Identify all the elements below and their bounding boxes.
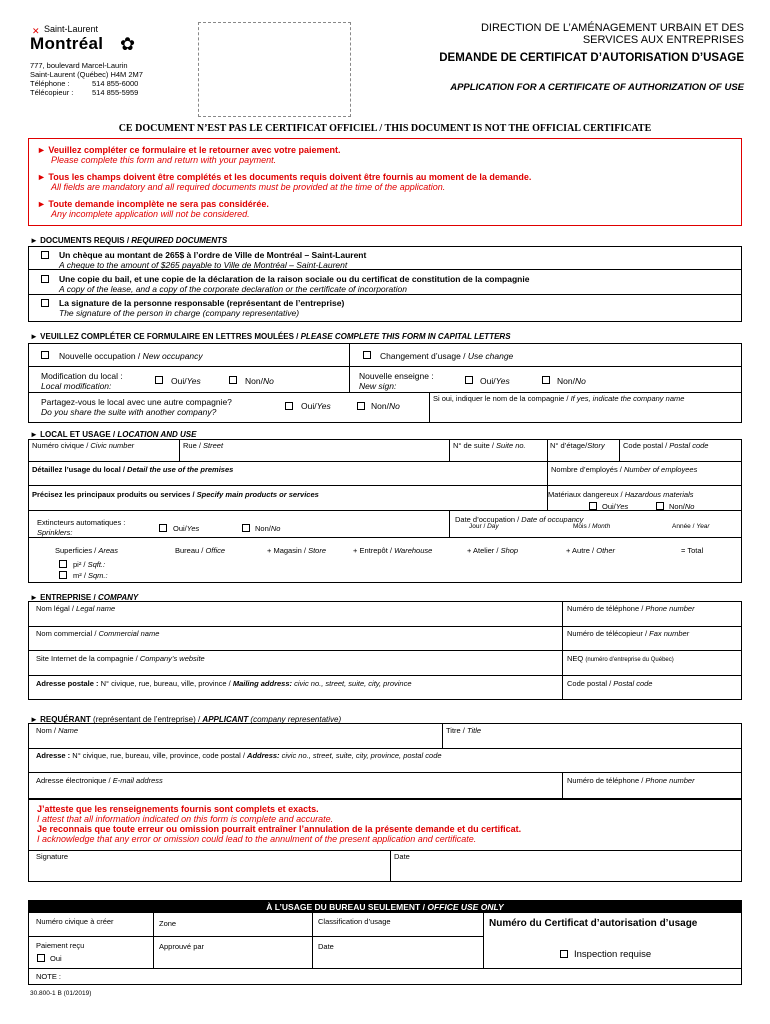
sqft-checkbox[interactable]: [59, 560, 67, 568]
sprinklers-label: Extincteurs automatiques : Sprinklers:: [37, 518, 126, 537]
notice-2-en: All fields are mandatory and all required documents must be provided at the time of the application.: [51, 182, 446, 192]
logo-rose-icon: ✕: [32, 26, 40, 36]
new-sign-yes-checkbox[interactable]: [465, 376, 473, 384]
phone-label: Téléphone :: [30, 79, 70, 88]
attestation-box: [28, 799, 742, 882]
warehouse-area-field[interactable]: + Entrepôt / Warehouse: [353, 546, 433, 555]
office-civic-field[interactable]: Numéro civique à créer: [36, 917, 114, 926]
sqm-label: m² / Sqm.:: [73, 571, 108, 580]
sprinklers-yes-label: Oui/Yes: [173, 524, 200, 533]
applicant-name-field[interactable]: Nom / Name: [36, 726, 79, 735]
notice-1: ► Veuillez compléter ce formulaire et le retourner avec votre paiement. Please complete this form and return with your payment.: [37, 145, 341, 165]
occupancy-month-field[interactable]: Mois / Month: [573, 523, 611, 530]
documents-heading: ► DOCUMENTS REQUIS / REQUIRED DOCUMENTS: [30, 236, 228, 245]
direction-name: [481, 22, 744, 46]
city-logo: [30, 24, 140, 58]
doc-lease-checkbox[interactable]: [41, 275, 49, 283]
office-date-field[interactable]: Date: [318, 942, 334, 951]
notice-3: ► Toute demande incomplète ne sera pas considérée. Any incomplete application will not be considered.: [37, 199, 269, 219]
address-line-2: Saint-Laurent (Québec) H4M 2M7: [30, 70, 143, 79]
doc-lease-label: Une copie du bail, et une copie de la déclaration de la raison sociale ou du certificat de constitution de la compagnie A copy of the lease, and a copy of the corporate declaration or the certificate of incorporation: [59, 274, 530, 294]
fax-value: 514 855-5959: [92, 88, 139, 97]
use-change-checkbox[interactable]: [363, 351, 371, 359]
applicant-phone-field[interactable]: Numéro de téléphone / Phone number: [567, 776, 695, 785]
hazardous-no-checkbox[interactable]: [656, 502, 664, 510]
share-yes-checkbox[interactable]: [285, 402, 293, 410]
occupancy-date-label: Date d’occupation / Date of occupancy: [455, 515, 584, 524]
attestation-text: J’atteste que les renseignements fournis sont complets et exacts. I attest that all information indicated on this form is complete and accurate. Je reconnais que toute erreur ou omission pourrait entraîner l’annulation de la présente demande et du certificat. I acknowledge that any error or omission could lead to the annulment of the present application and certificate.: [37, 804, 522, 844]
logo-flower-icon: ✿: [120, 34, 136, 54]
hazardous-label: Matériaux dangereux / Hazardous materials: [548, 490, 694, 499]
sprinklers-no-label: Non/No: [255, 524, 281, 533]
doc-cheque-label: Un chèque au montant de 265$ à l’ordre de Ville de Montréal – Saint-Laurent A cheque to the amount of $265 payable to Ville de Montréal – Saint-Laurent: [59, 250, 367, 270]
signature-field[interactable]: Signature: [36, 852, 69, 861]
request-type-box: [28, 343, 742, 423]
notice-1-fr: Veuillez compléter ce formulaire et le retourner avec votre paiement.: [48, 145, 341, 155]
location-heading: ► LOCAL ET USAGE / LOCATION AND USE: [30, 430, 197, 439]
payment-yes-checkbox[interactable]: [37, 954, 45, 962]
sprinklers-no-checkbox[interactable]: [242, 524, 250, 532]
new-sign-yes-label: Oui/Yes: [480, 376, 510, 386]
notice-3-fr: Toute demande incomplète ne sera pas considérée.: [48, 199, 269, 209]
inspection-label: Inspection requise: [574, 949, 652, 960]
areas-label: Superficies / Areas: [55, 546, 118, 555]
not-official-banner: CE DOCUMENT N’EST PAS LE CERTIFICAT OFFICIEL / THIS DOCUMENT IS NOT THE OFFICIAL CERTIFICATE: [118, 123, 652, 134]
occupancy-day-field[interactable]: Jour / Day: [469, 523, 499, 530]
notice-1-en: Please complete this form and return with your payment.: [51, 155, 277, 165]
use-detail-field[interactable]: Détaillez l’usage du local / Detail the use of the premises: [32, 465, 234, 474]
occupancy-year-field[interactable]: Année / Year: [672, 523, 710, 530]
commercial-name-field[interactable]: Nom commercial / Commercial name: [36, 629, 160, 638]
applicant-title-field[interactable]: Titre / Title: [446, 726, 482, 735]
location-box: [28, 439, 742, 583]
certificate-number-field[interactable]: Numéro du Certificat d’autorisation d’usage: [489, 918, 698, 929]
logo-big-text: Montréal: [30, 34, 104, 53]
mailing-address-field[interactable]: Adresse postale : N° civique, rue, bureau, ville, province / Mailing address: civic no., street, suite, city, province: [36, 679, 412, 688]
doc-signature-label: La signature de la personne responsable (représentant de l’entreprise) The signature of the person in charge (company representative): [59, 298, 345, 318]
doc-cheque-checkbox[interactable]: [41, 251, 49, 259]
company-box: [28, 601, 742, 700]
hazardous-yes-label: Oui/Yes: [602, 502, 629, 511]
new-sign-label: Nouvelle enseigne : New sign:: [359, 371, 434, 391]
city-address: [30, 61, 143, 97]
employees-field[interactable]: Nombre d’employés / Number of employees: [551, 465, 698, 474]
notice-box: [28, 138, 742, 226]
notice-3-en: Any incomplete application will not be considered.: [51, 209, 250, 219]
office-area-field[interactable]: Bureau / Office: [175, 546, 226, 555]
floor-field[interactable]: N° d’étage/Story: [550, 441, 605, 450]
direction-line-1: DIRECTION DE L’AMÉNAGEMENT URBAIN ET DES: [480, 22, 744, 34]
applicant-address-field[interactable]: Adresse : N° civique, rue, bureau, ville, province, code postal / Address: civic no., street, suite, city, province, postal code: [36, 751, 442, 760]
new-sign-no-label: Non/No: [557, 376, 586, 386]
sprinklers-yes-checkbox[interactable]: [159, 524, 167, 532]
office-use-box: [28, 900, 742, 985]
form-title-en: APPLICATION FOR A CERTIFICATE OF AUTHORIZATION OF USE: [450, 82, 744, 93]
company-heading: ► ENTREPRISE / COMPANY: [30, 593, 139, 602]
store-area-field[interactable]: + Magasin / Store: [267, 546, 327, 555]
notice-2-fr: Tous les champs doivent être complétés et les documents requis doivent être fournis au moment de la demande.: [48, 172, 532, 182]
share-no-label: Non/No: [371, 401, 400, 411]
phone-value: 514 855-6000: [92, 79, 139, 88]
postal-code-field[interactable]: Code postal / Postal code: [623, 441, 709, 450]
office-usage-class-field[interactable]: Classification d’usage: [318, 917, 391, 926]
form-code: 30.800-1 B (01/2019): [30, 990, 92, 997]
local-mod-yes-label: Oui/Yes: [171, 376, 201, 386]
office-payment-label: Paiement reçu: [36, 941, 85, 950]
hazardous-no-label: Non/No: [669, 502, 695, 511]
applicant-box: [28, 723, 742, 799]
stamp-box: [198, 22, 351, 117]
applicant-email-field[interactable]: Adresse électronique / E-mail address: [36, 776, 163, 785]
company-phone-field[interactable]: Numéro de téléphone / Phone number: [567, 604, 695, 613]
share-yes-label: Oui/Yes: [301, 401, 331, 411]
sqm-checkbox[interactable]: [59, 571, 67, 579]
other-area-field[interactable]: + Autre / Other: [566, 546, 615, 555]
new-sign-no-checkbox[interactable]: [542, 376, 550, 384]
share-suite-label: Partagez-vous le local avec une autre compagnie? Do you share the suite with another company?: [41, 397, 232, 417]
civic-number-field[interactable]: Numéro civique / Civic number: [32, 441, 135, 450]
share-no-checkbox[interactable]: [357, 402, 365, 410]
sqft-label: pi² / Sqft.:: [73, 560, 106, 569]
use-change-label: Changement d’usage / Use change: [380, 351, 514, 361]
office-note-field[interactable]: NOTE :: [36, 972, 62, 981]
share-company-name-field[interactable]: Si oui, indiquer le nom de la compagnie / If yes, indicate the company name: [433, 394, 685, 403]
new-occupancy-label: Nouvelle occupation / New occupancy: [59, 351, 203, 361]
website-field[interactable]: Site Internet de la compagnie / Company’s website: [36, 654, 205, 663]
local-mod-no-checkbox[interactable]: [229, 376, 237, 384]
shop-area-field[interactable]: + Atelier / Shop: [467, 546, 519, 555]
company-fax-field[interactable]: Numéro de télécopieur / Fax number: [567, 629, 690, 638]
inspection-checkbox[interactable]: [560, 950, 568, 958]
company-postal-code-field[interactable]: Code postal / Postal code: [567, 679, 653, 688]
office-zone-field[interactable]: Zone: [159, 919, 177, 928]
products-field[interactable]: Précisez les principaux produits ou services / Specify main products or services: [32, 490, 319, 499]
logo-small-text: Saint-Laurent: [44, 24, 99, 34]
legal-name-field[interactable]: Nom légal / Legal name: [36, 604, 116, 613]
local-mod-no-label: Non/No: [245, 376, 274, 386]
documents-box: [28, 246, 742, 322]
office-use-header: À L’USAGE DU BUREAU SEULEMENT / OFFICE USE ONLY: [29, 901, 741, 913]
office-approved-by-field[interactable]: Approuvé par: [159, 942, 205, 951]
total-area-field[interactable]: = Total: [681, 546, 704, 555]
payment-yes-label: Oui: [50, 954, 62, 963]
neq-field[interactable]: NEQ (numéro d’entreprise du Québec): [567, 654, 674, 663]
hazardous-yes-checkbox[interactable]: [589, 502, 597, 510]
fax-label: Télécopieur :: [30, 88, 74, 97]
direction-line-2: SERVICES AUX ENTREPRISES: [582, 34, 744, 46]
doc-signature-checkbox[interactable]: [41, 299, 49, 307]
capitals-heading: ► VEUILLEZ COMPLÉTER CE FORMULAIRE EN LETTRES MOULÉES / PLEASE COMPLETE THIS FORM IN CAPITAL LETTERS: [30, 332, 511, 341]
local-modification-label: Modification du local : Local modification:: [41, 371, 123, 391]
signature-date-field[interactable]: Date: [394, 852, 410, 861]
notice-2: ► Tous les champs doivent être complétés et les documents requis doivent être fournis au moment de la demande. All fields are mandatory and all required documents must be provided at the time of the application.: [37, 172, 532, 192]
form-title-fr: DEMANDE DE CERTIFICAT D’AUTORISATION D’USAGE: [439, 52, 744, 64]
applicant-heading: ► REQUÉRANT (représentant de l’entreprise) / APPLICANT (company representative): [30, 715, 342, 724]
new-occupancy-checkbox[interactable]: [41, 351, 49, 359]
local-mod-yes-checkbox[interactable]: [155, 376, 163, 384]
suite-field[interactable]: N° de suite / Suite no.: [453, 441, 526, 450]
street-field[interactable]: Rue / Street: [183, 441, 224, 450]
address-line-1: 777, boulevard Marcel-Laurin: [30, 61, 128, 70]
